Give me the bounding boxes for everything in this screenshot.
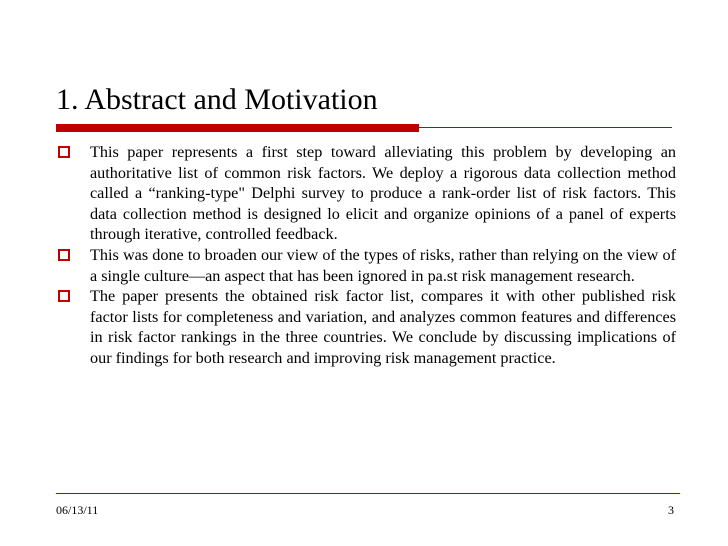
bullet-text: The paper presents the obtained risk factor list, compares it with other published risk factor lists for completeness and variation, and analyzes common features and differences in risk factor rankings in the three countries. We conclude by discussing implications of our findings for both research and improving risk management practice.: [90, 287, 676, 367]
footer-divider: [56, 493, 680, 494]
slide-title: 1. Abstract and Motivation: [56, 83, 378, 116]
hollow-square-icon: [58, 290, 70, 302]
hollow-square-icon: [58, 146, 70, 158]
bullet-item: [56, 245, 676, 286]
bullet-item: [56, 142, 676, 245]
bullet-item: [56, 286, 676, 368]
footer-date: 06/13/11: [56, 503, 99, 517]
title-underline-line: [419, 127, 672, 128]
page-number: 3: [668, 503, 674, 517]
bullet-list: [56, 142, 676, 369]
hollow-square-icon: [58, 249, 70, 261]
title-underline-bar: [56, 124, 419, 132]
bullet-text: This was done to broaden our view of the types of risks, rather than relying on the view of a single culture—an aspect that has been ignored in pa.st risk management research.: [90, 245, 676, 285]
bullet-text: This paper represents a first step toward alleviating this problem by developing an authoritative list of common risk factors. We deploy a rigorous data collection method called a “ranking-type" Delphi survey to produce a rank-order list of risk factors. This data collection method is designed lo elicit and organize opinions of a panel of experts through iterative, controlled feedback.: [90, 143, 676, 244]
